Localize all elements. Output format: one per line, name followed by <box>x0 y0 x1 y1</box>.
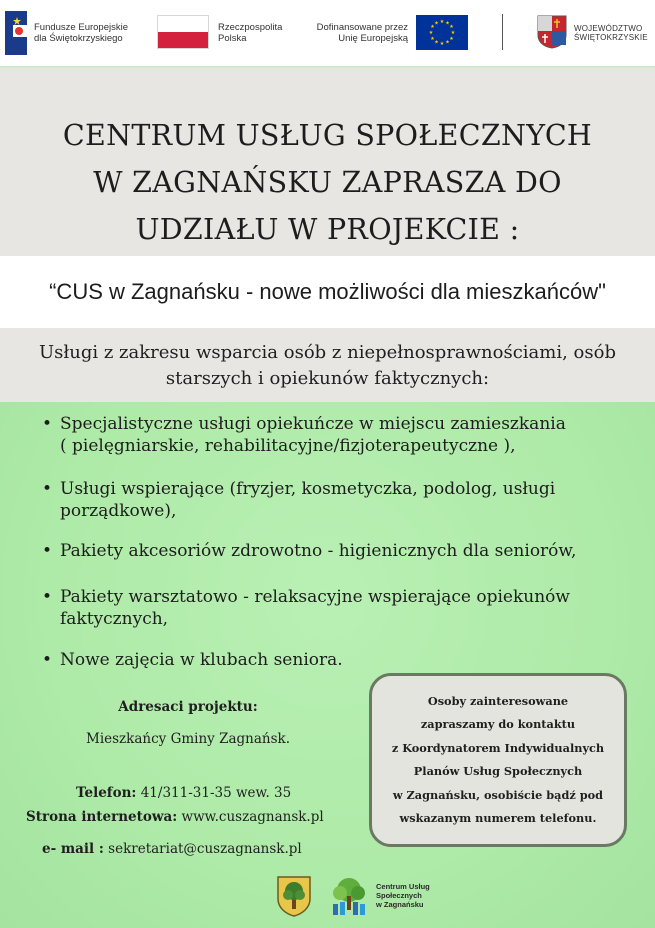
svg-text:★: ★ <box>430 36 435 42</box>
pl-line-1: Rzeczpospolita <box>218 22 283 33</box>
pl-line-2: Polska <box>218 33 247 44</box>
service-item-line: porządkowe), <box>60 501 177 521</box>
cus-tree-logo-icon <box>327 874 371 918</box>
logo-bar <box>0 0 655 68</box>
footer-logos <box>0 872 655 922</box>
phone-value[interactable]: 41/311-31-35 wew. 35 <box>136 785 292 801</box>
service-item-line: • Nowe zajęcia w klubach seniora. <box>60 650 343 670</box>
recipients-label: Adresaci projektu: <box>118 699 258 715</box>
service-item <box>40 413 620 457</box>
info-line: zapraszamy do kontaktu <box>420 717 576 731</box>
cus-logo-caption <box>376 882 430 909</box>
service-item-line: • Pakiety akcesoriów zdrowotno - higienicznych dla seniorów, <box>60 541 577 561</box>
recipients-value: Mieszkańcy Gminy Zagnańsk. <box>86 731 290 747</box>
services-heading <box>0 328 655 402</box>
email-row <box>42 836 302 863</box>
gmina-crest-icon <box>276 875 312 917</box>
fe-line-2: dla Świętokrzyskiego <box>34 33 123 44</box>
ue-line-1: Dofinansowane przez <box>316 22 408 33</box>
svg-text:★: ★ <box>450 30 456 36</box>
info-line: z Koordynatorem Indywidualnych <box>391 740 605 755</box>
woj-line-2: ŚWIĘTOKRZYSKIE <box>574 33 648 42</box>
info-line: Planów Usług Społecznych <box>413 764 583 778</box>
ue-line-2: Unię Europejską <box>338 33 408 44</box>
phone-row <box>76 780 291 807</box>
woj-line-1: WOJEWÓDZTWO <box>574 24 643 33</box>
european-funds-logo-icon <box>5 11 29 55</box>
fe-line-1: Fundusze Europejskie <box>34 22 128 33</box>
svg-text:★: ★ <box>439 41 445 47</box>
svg-text:★: ★ <box>445 20 450 27</box>
website-label: Strona internetowa: <box>26 809 178 825</box>
voivodeship-caption <box>574 0 648 66</box>
swietokrzyskie-crest-icon <box>537 15 567 49</box>
polish-flag-icon <box>157 15 209 49</box>
services-heading-line-1: Usługi z zakresu wsparcia osób z niepełnosprawnościami, osób <box>38 342 616 363</box>
email-link[interactable]: sekretariat@cuszagnansk.pl <box>103 841 302 857</box>
info-line: Osoby zainteresowane <box>427 693 569 708</box>
website-row <box>26 804 324 831</box>
svg-text:★: ★ <box>445 39 450 46</box>
info-line: w Zagnańsku, osobiście bądź pod <box>392 787 604 802</box>
info-line: wskazanym numerem telefonu. <box>399 811 597 825</box>
svg-text:★: ★ <box>449 36 454 42</box>
eu-funding-caption <box>309 0 408 66</box>
project-name: “CUS w Zagnańsku - nowe możliwości dla mieszkańców" <box>49 279 606 304</box>
info-box-text <box>392 690 604 831</box>
service-item-line: ( pielęgniarskie, rehabilitacyjne/fizjoterapeutyczne ), <box>60 436 516 456</box>
svg-text:★: ★ <box>449 24 454 30</box>
title-band <box>0 68 655 256</box>
title-line-1: CENTRUM USŁUG SPOŁECZNYCH <box>62 119 593 152</box>
service-item-line: • Pakiety warsztatowo - relaksacyjne wspierające opiekunów <box>60 587 570 607</box>
eu-flag-icon <box>416 15 468 50</box>
recipients-block <box>58 697 318 749</box>
svg-text:★: ★ <box>428 30 434 36</box>
title-line-3: UDZIAŁU W PROJEKCIE : <box>135 213 520 246</box>
european-funds-caption <box>34 0 128 66</box>
website-link[interactable]: www.cuszagnansk.pl <box>177 809 324 825</box>
svg-text:★: ★ <box>434 39 439 46</box>
info-box <box>369 673 627 847</box>
phone-label: Telefon: <box>76 785 137 801</box>
svg-text:★: ★ <box>439 19 445 25</box>
poland-caption <box>218 0 282 66</box>
service-item-line: • Usługi wspierające (fryzjer, kosmetyczka, podolog, usługi <box>60 479 556 499</box>
svg-text:★: ★ <box>434 20 439 27</box>
cus-logo-line-1: Centrum Usług <box>376 882 430 891</box>
cus-logo-line-2: Społecznych <box>376 891 422 900</box>
service-item-line: faktycznych, <box>60 609 169 629</box>
service-item <box>40 586 620 630</box>
service-item-line: • Specjalistyczne usługi opiekuńcze w miejscu zamieszkania <box>60 414 566 434</box>
service-item <box>40 478 620 522</box>
service-item <box>40 540 620 562</box>
cus-logo-line-3: w Zagnańsku <box>376 900 424 909</box>
service-item <box>40 649 620 671</box>
svg-text:★: ★ <box>430 24 435 30</box>
email-label: e- mail : <box>42 841 104 857</box>
title-line-2: W ZAGNAŃSKU ZAPRASZA DO <box>93 166 562 199</box>
services-heading-line-2: starszych i opiekunów faktycznych: <box>165 368 490 389</box>
project-name-band <box>0 256 655 328</box>
page-title <box>0 68 655 253</box>
logo-divider <box>502 14 503 50</box>
